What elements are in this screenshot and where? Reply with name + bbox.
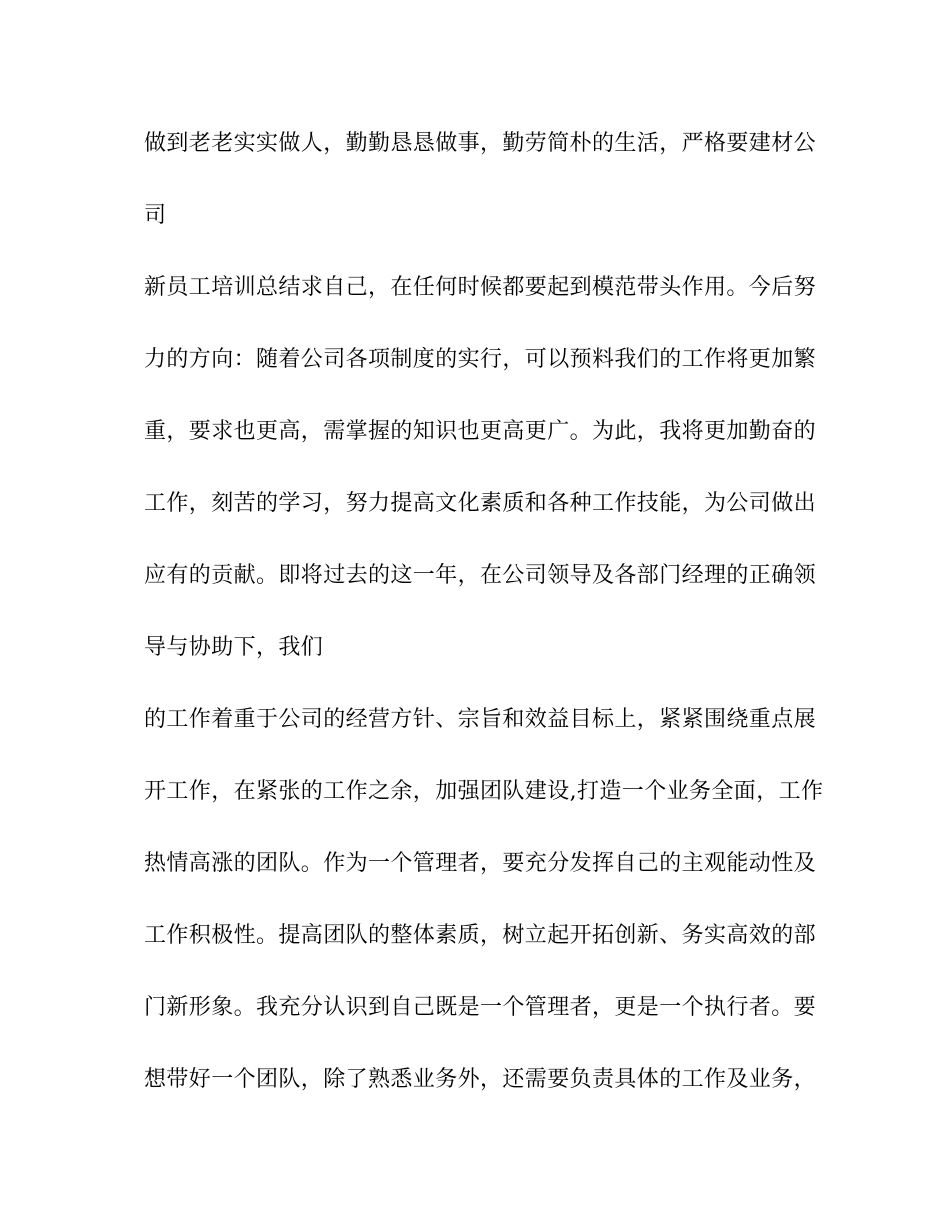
text-line: 重，要求也更高，需掌握的知识也更高更广。为此，我将更加勤奋的 [144, 419, 817, 444]
text-line: 做到老老实实做人，勤勤恳恳做事，勤劳简朴的生活，严格要建材公 [144, 131, 817, 156]
text-line: 力的方向：随着公司各项制度的实行，可以预料我们的工作将更加繁 [144, 347, 817, 372]
text-line: 应有的贡献。即将过去的这一年，在公司领导及各部门经理的正确领 [144, 563, 817, 588]
text-line: 工作积极性。提高团队的整体素质，树立起开拓创新、务实高效的部 [144, 923, 817, 948]
text-line: 司 [144, 203, 167, 228]
text-line: 门新形象。我充分认识到自己既是一个管理者，更是一个执行者。要 [144, 995, 817, 1020]
text-line: 新员工培训总结求自己，在任何时候都要起到模范带头作用。今后努 [144, 275, 817, 300]
text-line: 想带好一个团队，除了熟悉业务外，还需要负责具体的工作及业务， [144, 1067, 817, 1092]
text-line: 热情高涨的团队。作为一个管理者，要充分发挥自己的主观能动性及 [144, 851, 817, 876]
text-line: 工作，刻苦的学习，努力提高文化素质和各种工作技能，为公司做出 [144, 491, 817, 516]
text-line: 导与协助下，我们 [144, 635, 324, 660]
text-line: 开工作，在紧张的工作之余，加强团队建设,打造一个业务全面，工作 [144, 779, 824, 804]
text-line: 的工作着重于公司的经营方针、宗旨和效益目标上，紧紧围绕重点展 [144, 707, 817, 732]
